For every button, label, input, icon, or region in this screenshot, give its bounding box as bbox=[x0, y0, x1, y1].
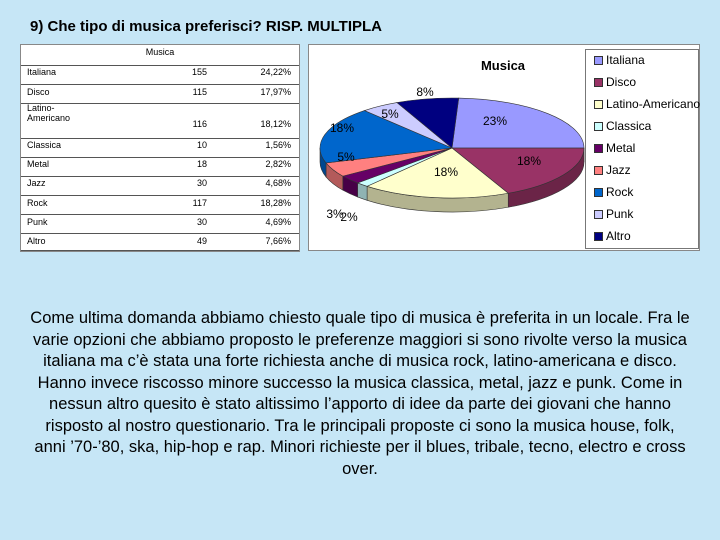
legend-label: Altro bbox=[606, 229, 631, 243]
cell-genre: Classica bbox=[27, 140, 62, 150]
cell-genre: Metal bbox=[27, 159, 50, 169]
cell-count: 30 bbox=[196, 217, 207, 227]
chart-legend bbox=[585, 49, 699, 249]
cell-count: 116 bbox=[192, 119, 207, 129]
cell-percent: 17,97% bbox=[260, 87, 291, 97]
description-text: Come ultima domanda abbiamo chiesto quale tipo di musica è preferita in un locale. Fra le varie opzioni che abbiamo proposto le preferenze maggiori si sono rivolte verso la musica italiana ma c’è stata una forte richiesta anche di musica rock, latino-americana e disco. Hanno invece riscosso minore successo la musica classica, metal, jazz e punk. Come in nessun altro quesito è stato altissimo l’apporto di idee da parte dei giovani che hanno risposto al nostro questionario. Tra le principali proposte ci sono la musica house, folk, anni ’70-’80, ska, hip-hop e rap. Minori richieste per il blues, tribale, tecno, electro e cross over. bbox=[30, 309, 690, 478]
slide-title: 9) Che tipo di musica preferisci? RISP. MULTIPLA bbox=[30, 18, 383, 35]
pie-label-altro: 8% bbox=[416, 85, 434, 99]
cell-genre: Italiana bbox=[27, 67, 57, 77]
cell-count: 117 bbox=[192, 198, 207, 208]
cell-count: 30 bbox=[196, 178, 207, 188]
legend-swatch bbox=[594, 56, 603, 65]
table-row bbox=[21, 103, 299, 129]
chart-title: Musica bbox=[480, 58, 526, 73]
legend-item-metal bbox=[594, 141, 635, 155]
table-header: Musica bbox=[145, 47, 175, 57]
cell-genre: Jazz bbox=[27, 178, 46, 188]
table-row-divider bbox=[21, 138, 299, 139]
table-row bbox=[21, 217, 299, 227]
music-pie-chart bbox=[308, 44, 700, 251]
legend-swatch bbox=[594, 188, 603, 197]
cell-count: 115 bbox=[192, 87, 207, 97]
legend-item-italiana bbox=[594, 53, 645, 67]
legend-label: Metal bbox=[606, 141, 636, 155]
legend-label: Rock bbox=[606, 185, 634, 199]
legend-item-classica bbox=[594, 119, 651, 133]
legend-swatch bbox=[594, 210, 603, 219]
pie-slices bbox=[320, 98, 584, 198]
legend-label: Latino-Americano bbox=[606, 97, 701, 111]
table-row-divider bbox=[21, 157, 299, 158]
legend-item-rock bbox=[594, 185, 633, 199]
cell-count: 155 bbox=[191, 67, 207, 77]
pie-label-jazz: 5% bbox=[337, 150, 355, 164]
cell-percent: 4,68% bbox=[265, 178, 291, 188]
legend-label: Italiana bbox=[606, 53, 645, 67]
legend-label: Punk bbox=[606, 207, 634, 221]
legend-swatch bbox=[594, 166, 603, 175]
table-row-divider bbox=[21, 65, 299, 66]
table-row bbox=[21, 198, 299, 208]
legend-label: Jazz bbox=[606, 163, 631, 177]
cell-count: 18 bbox=[196, 159, 207, 169]
legend-label: Classica bbox=[606, 119, 652, 133]
pie-label-italiana: 23% bbox=[482, 114, 508, 128]
pie-label-punk: 5% bbox=[381, 107, 399, 121]
table-row bbox=[21, 67, 299, 77]
table-row-divider bbox=[21, 233, 299, 234]
table-row bbox=[21, 140, 299, 150]
cell-percent: 18,28% bbox=[260, 198, 291, 208]
cell-genre: Latino-Americano bbox=[27, 103, 71, 123]
cell-percent: 18,12% bbox=[260, 119, 291, 129]
cell-percent: 4,69% bbox=[265, 217, 291, 227]
pie-label-rock: 18% bbox=[329, 121, 355, 135]
cell-genre: Altro bbox=[27, 236, 46, 246]
legend-swatch bbox=[594, 144, 603, 153]
table-row-divider bbox=[21, 195, 299, 196]
pie-label-latino-americano: 18% bbox=[433, 165, 459, 179]
pie-label-classica: 2% bbox=[340, 210, 358, 224]
cell-percent: 7,66% bbox=[265, 236, 291, 246]
legend-item-jazz bbox=[594, 163, 631, 177]
music-table bbox=[20, 44, 300, 252]
pie-label-metal: 3% bbox=[326, 207, 344, 221]
cell-count: 10 bbox=[196, 140, 207, 150]
cell-percent: 1,56% bbox=[265, 140, 291, 150]
table-row bbox=[21, 236, 299, 246]
legend-item-disco bbox=[594, 75, 636, 89]
cell-percent: 24,22% bbox=[260, 67, 291, 77]
cell-percent: 2,82% bbox=[265, 159, 291, 169]
pie-label-disco: 18% bbox=[516, 154, 542, 168]
table-row bbox=[21, 87, 299, 97]
legend-item-altro bbox=[594, 229, 631, 243]
table-row-divider bbox=[21, 176, 299, 177]
cell-genre: Disco bbox=[27, 87, 50, 97]
legend-swatch bbox=[594, 122, 603, 131]
table-row-divider bbox=[21, 84, 299, 85]
legend-label: Disco bbox=[606, 75, 637, 89]
legend-swatch bbox=[594, 100, 603, 109]
cell-count: 49 bbox=[196, 236, 207, 246]
legend-item-punk bbox=[594, 207, 633, 221]
legend-swatch bbox=[594, 232, 603, 241]
legend-swatch bbox=[594, 78, 603, 87]
legend-item-latino-americano bbox=[594, 97, 700, 111]
table-row-divider bbox=[21, 214, 299, 215]
table-row bbox=[21, 178, 299, 188]
cell-genre: Rock bbox=[27, 198, 48, 208]
cell-genre: Punk bbox=[27, 217, 48, 227]
table-row bbox=[21, 159, 299, 169]
table-bottom-divider bbox=[21, 250, 299, 251]
pie-slice-italiana bbox=[452, 98, 584, 148]
